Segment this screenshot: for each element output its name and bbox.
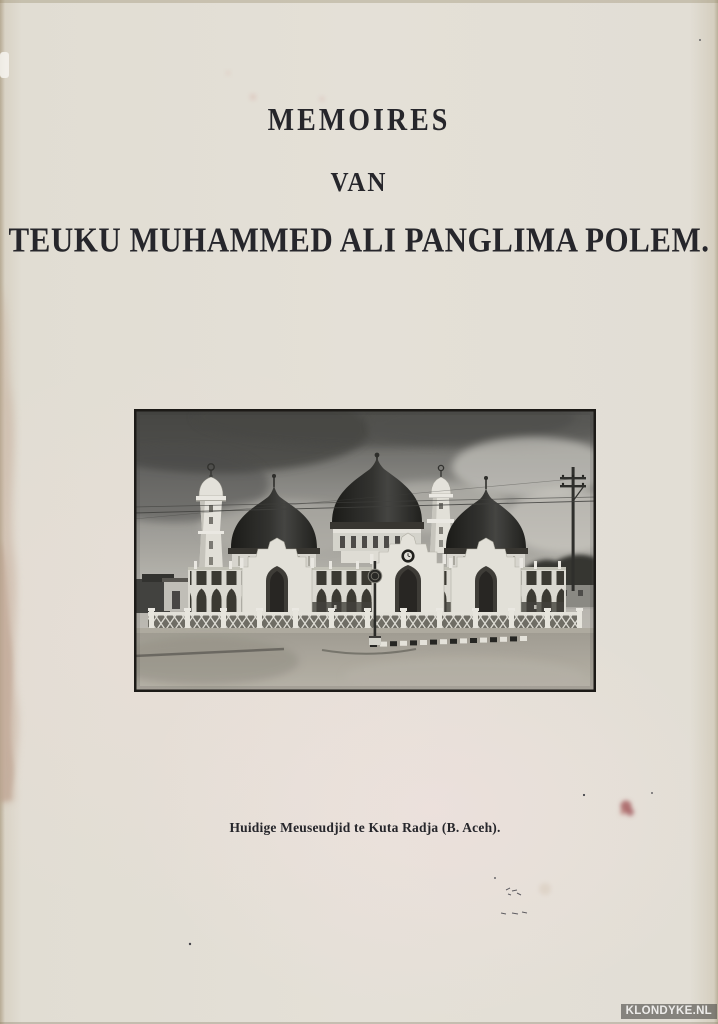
page-edge-right [714,0,718,1024]
title-memoires: MEMOIRES [267,103,451,138]
photo-tone-overlay [134,409,596,692]
title-author: TEUKU MUHAMMED ALI PANGLIMA POLEM. [8,219,710,260]
red-spot [620,801,634,817]
page-edge-left [0,0,5,1024]
title-van: VAN [330,167,388,198]
pencil-scribbles [501,888,527,914]
page-edge-top [0,0,718,3]
mosque-photo [134,409,596,692]
watermark-badge: KLONDYKE.NL [621,1004,717,1019]
photo-caption: Huidige Meuseudjid te Kuta Radja (B. Aceh). [229,820,501,835]
